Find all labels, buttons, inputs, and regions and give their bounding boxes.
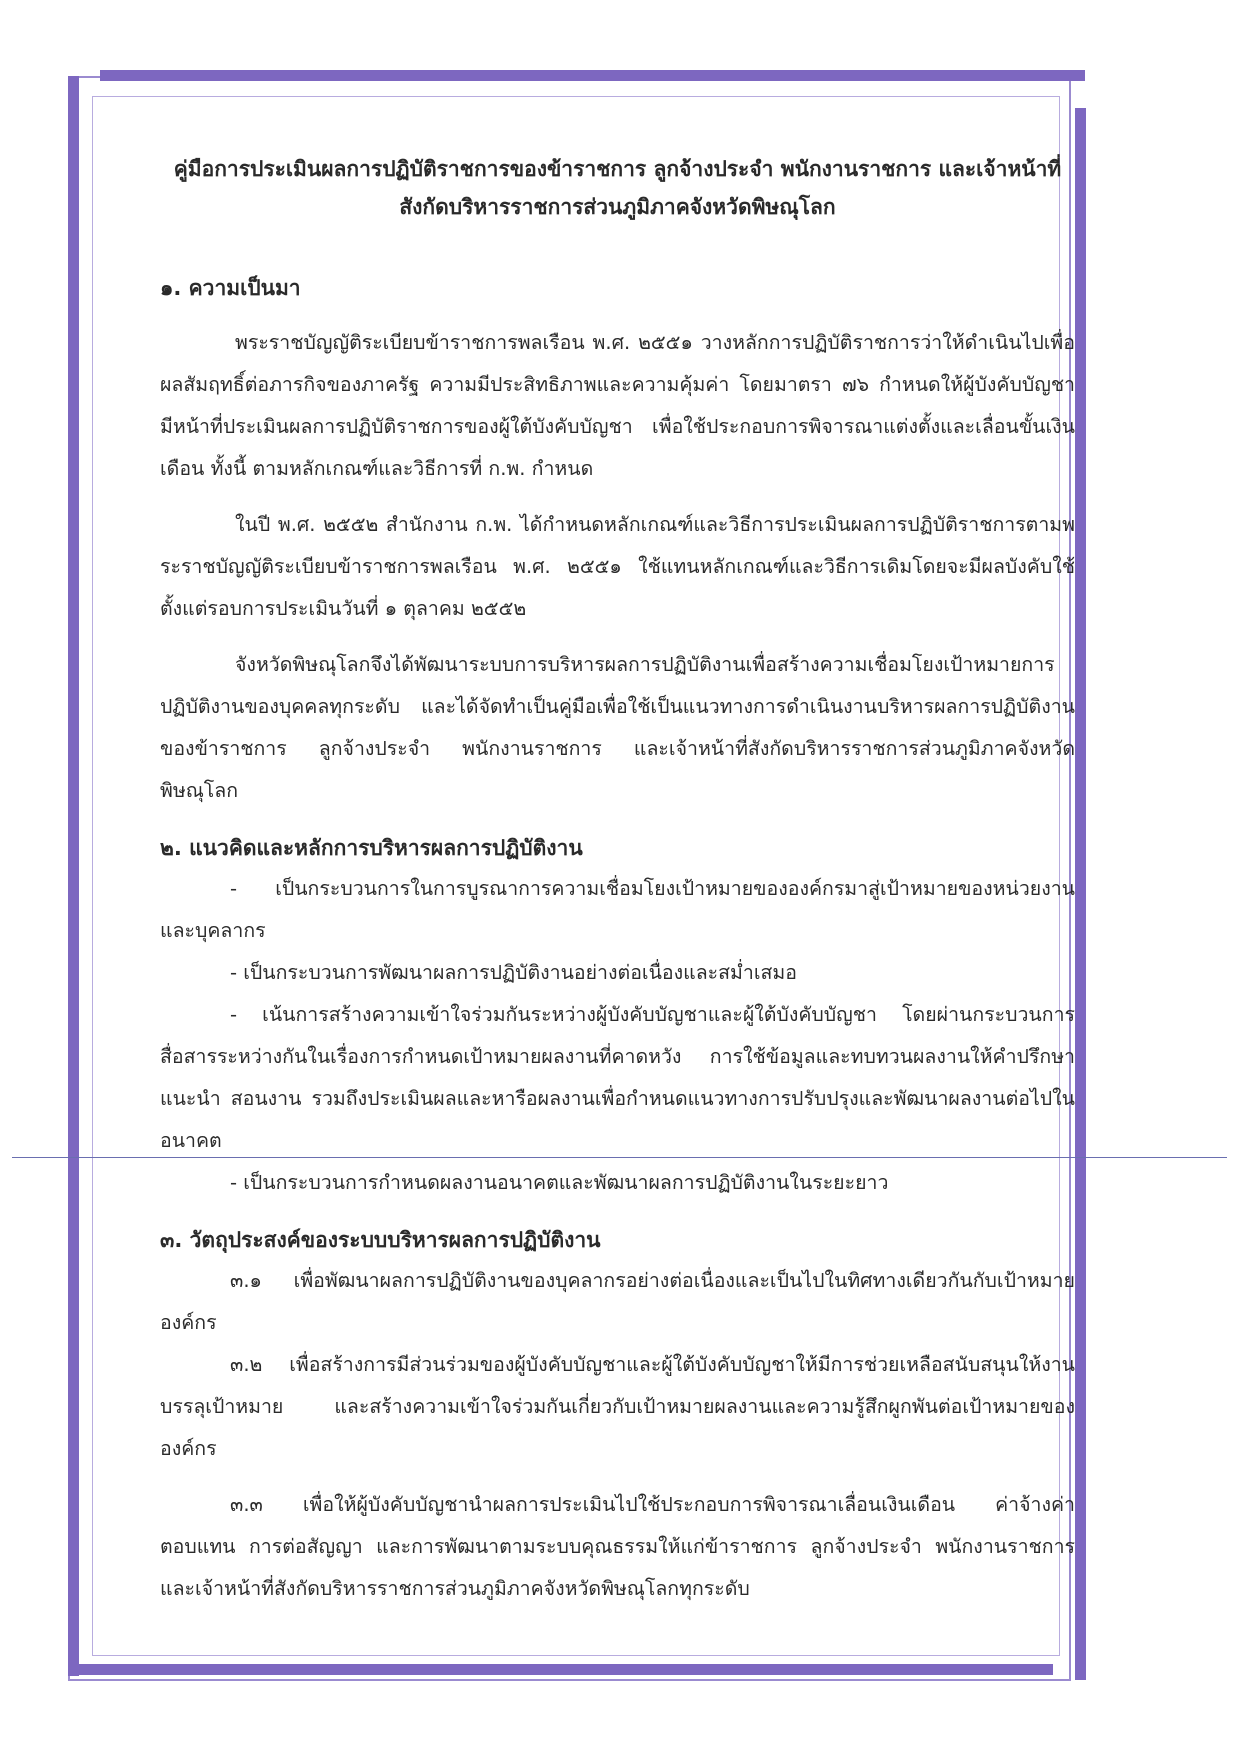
section-1-paragraph: พระราชบัญญัติระเบียบข้าราชการพลเรือน พ.ศ. ๒๕๕๑ วางหลักการปฏิบัติราชการว่าให้ดำเนินไปเพื่อผลสัมฤทธิ์ต่อภารกิจของภาครัฐ ความมีประสิทธิภาพและความคุ้มค่า โดยมาตรา ๗๖ กำหนดให้ผู้บังคับบัญชามีหน้าที่ประเมินผลการปฏิบัติราชการของผู้ใต้บังคับบัญชา เพื่อใช้ประกอบการพิจารณาแต่งตั้งและเลื่อนขั้นเงินเดือน ทั้งนี้ ตามหลักเกณฑ์และวิธีการที่ ก.พ. กำหนด bbox=[160, 331, 1075, 480]
page-border-bottom-band bbox=[68, 1664, 1053, 1675]
section-3-item: ๓.๓ เพื่อให้ผู้บังคับบัญชานำผลการประเมินไปใช้ประกอบการพิจารณาเลื่อนเงินเดือน ค่าจ้างค่าตอบแทน การต่อสัญญา และการพัฒนาตามระบบคุณธรรมให้แก่ข้าราชการ ลูกจ้างประจำ พนักงานราชการ และเจ้าหน้าที่สังกัดบริหารราชการส่วนภูมิภาคจังหวัดพิษณุโลกทุกระดับ bbox=[160, 1493, 1075, 1600]
section-2-bullet: - เป็นกระบวนการกำหนดผลงานอนาคตและพัฒนาผลการปฏิบัติงานในระยะยาว bbox=[230, 1171, 889, 1194]
section-2-bullet: - เป็นกระบวนการในการบูรณาการความเชื่อมโยงเป้าหมายขององค์กรมาสู่เป้าหมายของหน่วยงานและบุคลากร bbox=[160, 877, 1075, 942]
page-border-top-band bbox=[100, 70, 1085, 81]
page-border-right-band bbox=[1075, 108, 1086, 1680]
section-3-heading: ๓. วัตถุประสงค์ของระบบบริหารผลการปฏิบัติงาน bbox=[160, 1228, 601, 1252]
section-3-item: ๓.๒ เพื่อสร้างการมีส่วนร่วมของผู้บังคับบัญชาและผู้ใต้บังคับบัญชาให้มีการช่วยเหลือสนับสนุนให้งานบรรลุเป้าหมาย และสร้างความเข้าใจร่วมกันเกี่ยวกับเป้าหมายผลงานและความรู้สึกผูกพันต่อเป้าหมายขององค์กร bbox=[160, 1353, 1075, 1460]
section-3-item: ๓.๑ เพื่อพัฒนาผลการปฏิบัติงานของบุคลากรอย่างต่อเนื่องและเป็นไปในทิศทางเดียวกันกับเป้าหมายองค์กร bbox=[160, 1269, 1075, 1334]
section-1-heading: ๑. ความเป็นมา bbox=[160, 276, 301, 300]
title-line-2: สังกัดบริหารราชการส่วนภูมิภาคจังหวัดพิษณุโลก bbox=[399, 195, 836, 219]
page-border-left-band bbox=[68, 76, 79, 1676]
section-1-paragraph: จังหวัดพิษณุโลกจึงได้พัฒนาระบบการบริหารผลการปฏิบัติงานเพื่อสร้างความเชื่อมโยงเป้าหมายการปฏิบัติงานของบุคคลทุกระดับ และได้จัดทำเป็นคู่มือเพื่อใช้เป็นแนวทางการดำเนินงานบริหารผลการปฏิบัติงานของข้าราชการ ลูกจ้างประจำ พนักงานราชการ และเจ้าหน้าที่สังกัดบริหารราชการส่วนภูมิภาคจังหวัดพิษณุโลก bbox=[160, 653, 1075, 802]
title-line-1: คู่มือการประเมินผลการปฏิบัติราชการของข้าราชการ ลูกจ้างประจำ พนักงานราชการ และเจ้าหน้าที่ bbox=[173, 157, 1062, 181]
section-2-bullet: - เน้นการสร้างความเข้าใจร่วมกันระหว่างผู้บังคับบัญชาและผู้ใต้บังคับบัญชา โดยผ่านกระบวนการสื่อสารระหว่างกันในเรื่องการกำหนดเป้าหมายผลงานที่คาดหวัง การใช้ข้อมูลและทบทวนผลงานให้คำปรึกษาแนะนำ สอนงาน รวมถึงประเมินผลและหารือผลงานเพื่อกำหนดแนวทางการปรับปรุงและพัฒนาผลงานต่อไปในอนาคต bbox=[160, 1003, 1075, 1152]
document-title bbox=[160, 150, 1075, 226]
section-1-paragraph: ในปี พ.ศ. ๒๕๕๒ สำนักงาน ก.พ. ได้กำหนดหลักเกณฑ์และวิธีการประเมินผลการปฏิบัติราชการตามพระราชบัญญัติระเบียบข้าราชการพลเรือน พ.ศ. ๒๕๕๑ ใช้แทนหลักเกณฑ์และวิธีการเดิมโดยจะมีผลบังคับใช้ตั้งแต่รอบการประเมินวันที่ ๑ ตุลาคม ๒๕๕๒ bbox=[160, 513, 1075, 620]
document-body bbox=[160, 150, 1075, 1610]
section-2-heading: ๒. แนวคิดและหลักการบริหารผลการปฏิบัติงาน bbox=[160, 836, 583, 860]
section-2-bullet: - เป็นกระบวนการพัฒนาผลการปฏิบัติงานอย่างต่อเนื่องและสม่ำเสมอ bbox=[230, 961, 797, 984]
